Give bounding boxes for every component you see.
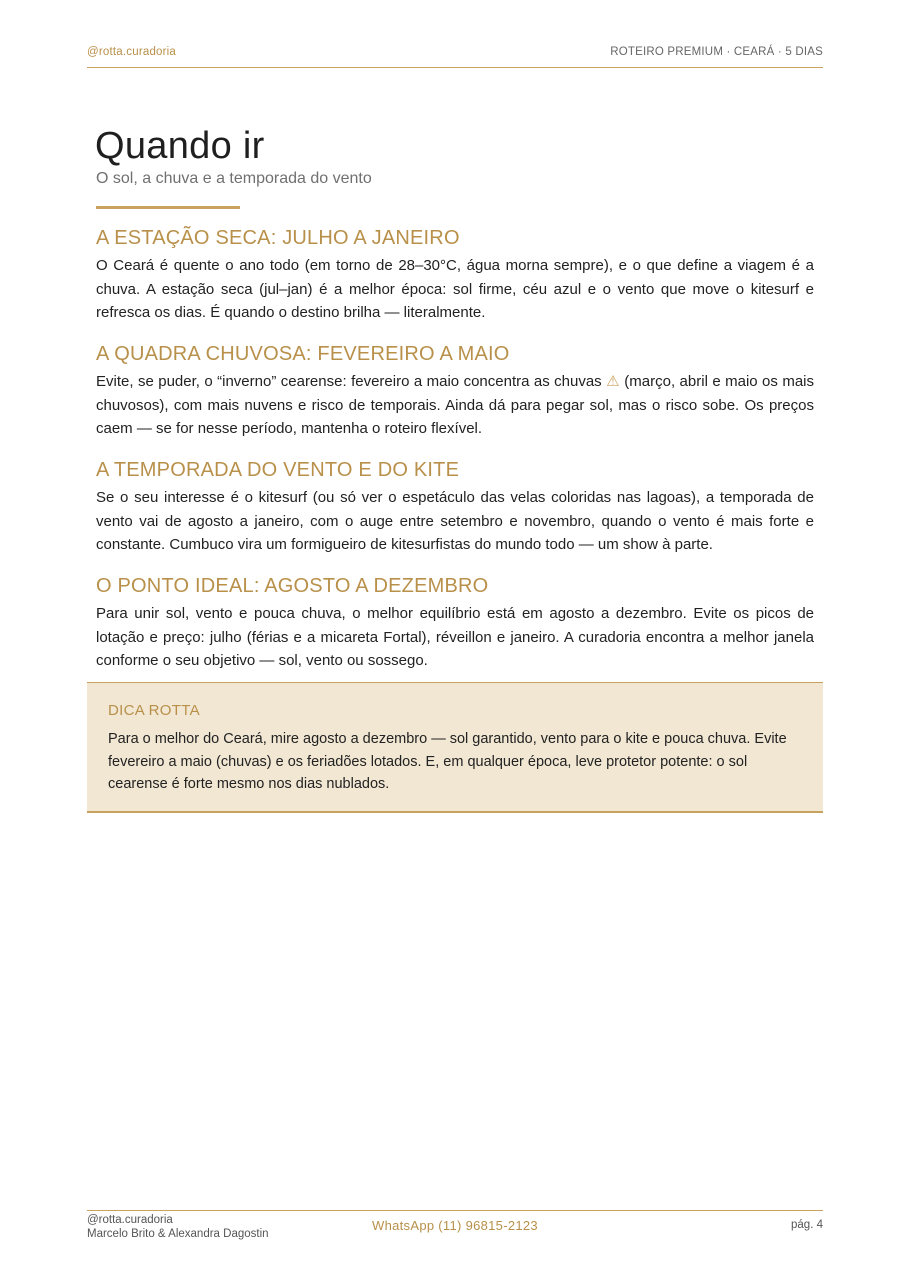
section-body bbox=[96, 370, 814, 441]
section-body: Se o seu interesse é o kitesurf (ou só ver o espetáculo das velas coloridas nas lagoas), a temporada de vento vai de agosto a janeiro, com o auge entre setembro e novembro, quando o vento é mais forte e constante. Cumbuco vira um formigueiro de kitesurfistas do mundo todo — um show à parte. bbox=[96, 489, 814, 553]
section-body: Para unir sol, vento e pouca chuva, o melhor equilíbrio está em agosto a dezembro. Evite os picos de lotação e preço: julho (férias e a micareta Fortal), réveillon e janeiro. A curadoria encontra a melhor janela conforme o seu objetivo — sol, vento ou sossego. bbox=[96, 605, 814, 669]
page-subtitle: O sol, a chuva e a temporada do vento bbox=[96, 170, 372, 187]
section-rainy-season bbox=[96, 342, 814, 441]
section-heading: A QUADRA CHUVOSA: FEVEREIRO A MAIO bbox=[96, 343, 510, 365]
footer-authors: Marcelo Brito & Alexandra Dagostin bbox=[87, 1228, 269, 1240]
section-body-start: Evite, se puder, o “inverno” cearense: fevereiro a maio concentra as chuvas bbox=[96, 373, 602, 390]
tip-box bbox=[87, 682, 823, 813]
section-heading: O PONTO IDEAL: AGOSTO A DEZEMBRO bbox=[96, 575, 489, 597]
header-brand: @rotta.curadoria bbox=[87, 46, 177, 58]
page-header bbox=[87, 46, 823, 68]
page-title: Quando ir bbox=[95, 125, 265, 167]
section-wind-season bbox=[96, 458, 814, 557]
footer-handle: @rotta.curadoria bbox=[87, 1214, 173, 1226]
footer-contact: WhatsApp (11) 96815-2123 bbox=[372, 1218, 538, 1233]
warning-icon: ⚠ bbox=[606, 373, 620, 390]
page-footer bbox=[87, 1210, 823, 1251]
section-ideal-period bbox=[96, 574, 814, 673]
section-heading: A ESTAÇÃO SECA: JULHO A JANEIRO bbox=[96, 227, 460, 249]
section-body: O Ceará é quente o ano todo (em torno de 28–30°C, água morna sempre), e o que define a viagem é a chuva. A estação seca (jul–jan) é a melhor época: sol firme, céu azul e o vento que move o kitesurf e refresca os dias. É quando o destino brilha — literalmente. bbox=[96, 257, 814, 321]
tip-label: DICA ROTTA bbox=[108, 702, 200, 719]
section-heading: A TEMPORADA DO VENTO E DO KITE bbox=[96, 459, 460, 481]
page-number: pág. 4 bbox=[791, 1219, 823, 1231]
title-divider bbox=[96, 206, 240, 209]
header-document-title: ROTEIRO PREMIUM · CEARÁ · 5 DIAS bbox=[610, 46, 823, 58]
tip-body: Para o melhor do Ceará, mire agosto a dezembro — sol garantido, vento para o kite e pouca chuva. Evite fevereiro a maio (chuvas) e os feriadões lotados. E, em qualquer época, leve protetor potente: o sol cearense é forte mesmo nos dias nublados. bbox=[108, 731, 787, 792]
section-dry-season bbox=[96, 226, 814, 325]
section-body-end: (março, abril e maio os mais chuvosos), com mais nuvens e risco de temporais. Ainda dá para pegar sol, mas o risco sobe. Os preços caem — se for nesse período, mantenha o roteiro flexível. bbox=[96, 373, 814, 437]
